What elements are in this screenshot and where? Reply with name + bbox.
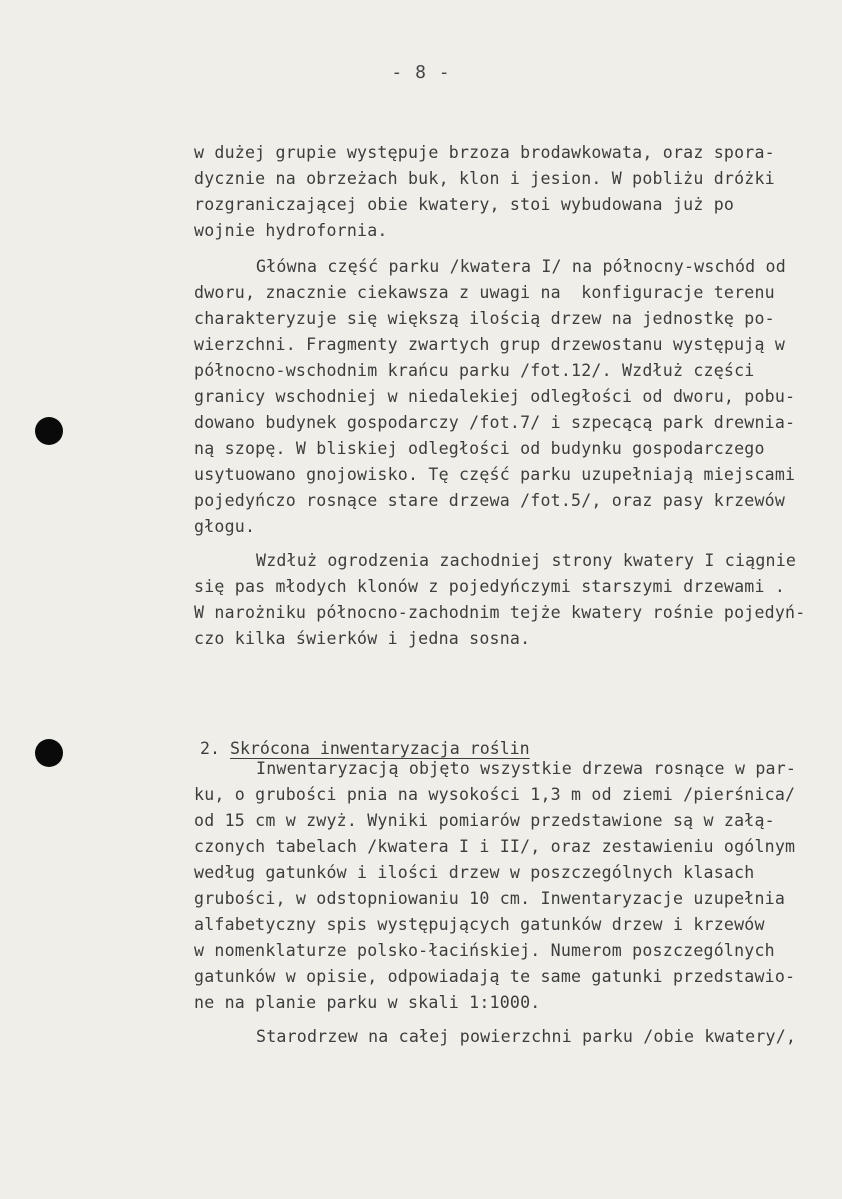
text-line: grubości, w odstopniowaniu 10 cm. Inwentaryzacje uzupełnia bbox=[194, 889, 786, 908]
text-line: Inwentaryzacją objęto wszystkie drzewa rosnące w par- bbox=[256, 759, 797, 778]
text-line: dycznie na obrzeżach buk, klon i jesion. W pobliżu dróżki bbox=[194, 169, 775, 188]
text-line: granicy wschodniej w niedalekiej odległości od dworu, pobu- bbox=[194, 387, 796, 406]
text-line: Główna część parku /kwatera I/ na północny-wschód od bbox=[256, 257, 786, 276]
text-line: usytuowano gnojowisko. Tę część parku uzupełniają miejscami bbox=[194, 465, 796, 484]
text-line: dowano budynek gospodarczy /fot.7/ i szpecącą park drewnia- bbox=[194, 413, 796, 432]
punch-hole-bottom bbox=[35, 739, 63, 767]
text-line: się pas młodych klonów z pojedyńczymi starszymi drzewami . bbox=[194, 577, 786, 596]
text-line: północno-wschodnim krańcu parku /fot.12/. Wzdłuż części bbox=[194, 361, 755, 380]
text-line: pojedyńczo rosnące stare drzewa /fot.5/, oraz pasy krzewów bbox=[194, 491, 786, 510]
section-title: Skrócona inwentaryzacja roślin bbox=[229, 739, 530, 758]
text-line: w dużej grupie występuje brzoza brodawkowata, oraz spora- bbox=[194, 143, 775, 162]
text-line: Wzdłuż ogrodzenia zachodniej strony kwatery I ciągnie bbox=[256, 551, 797, 570]
text-line: od 15 cm w zwyż. Wyniki pomiarów przedstawione są w załą- bbox=[194, 811, 775, 830]
text-line: według gatunków i ilości drzew w poszczególnych klasach bbox=[194, 863, 755, 882]
punch-hole-top bbox=[35, 417, 63, 445]
page-number: - 8 - bbox=[391, 62, 451, 83]
text-line: Starodrzew na całej powierzchni parku /obie kwatery/, bbox=[256, 1027, 797, 1046]
text-line: charakteryzuje się większą ilością drzew na jednostkę po- bbox=[194, 309, 775, 328]
text-line: czonych tabelach /kwatera I i II/, oraz zestawieniu ogólnym bbox=[194, 837, 796, 856]
text-line: ku, o grubości pnia na wysokości 1,3 m od ziemi /pierśnica/ bbox=[194, 785, 796, 804]
text-line: alfabetyczny spis występujących gatunków drzew i krzewów bbox=[194, 915, 765, 934]
text-line: rozgraniczającej obie kwatery, stoi wybudowana już po bbox=[194, 195, 735, 214]
text-line: wierzchni. Fragmenty zwartych grup drzewostanu występują w bbox=[194, 335, 786, 354]
text-line: dworu, znacznie ciekawsza z uwagi na konfiguracje terenu bbox=[194, 283, 775, 302]
text-line: ną szopę. W bliskiej odległości od budynku gospodarczego bbox=[194, 439, 765, 458]
text-line: gatunków w opisie, odpowiadają te same gatunki przedstawio- bbox=[194, 967, 796, 986]
text-line: w nomenklaturze polsko-łacińskiej. Numerom poszczególnych bbox=[194, 941, 775, 960]
text-line: czo kilka świerków i jedna sosna. bbox=[194, 629, 531, 648]
text-line: W narożniku północno-zachodnim tejże kwatery rośnie pojedyń- bbox=[194, 603, 806, 622]
text-line: ne na planie parku w skali 1:1000. bbox=[194, 993, 541, 1012]
text-line: głogu. bbox=[194, 517, 256, 536]
text-line: wojnie hydrofornia. bbox=[194, 221, 388, 240]
section-number: 2. bbox=[199, 739, 220, 758]
